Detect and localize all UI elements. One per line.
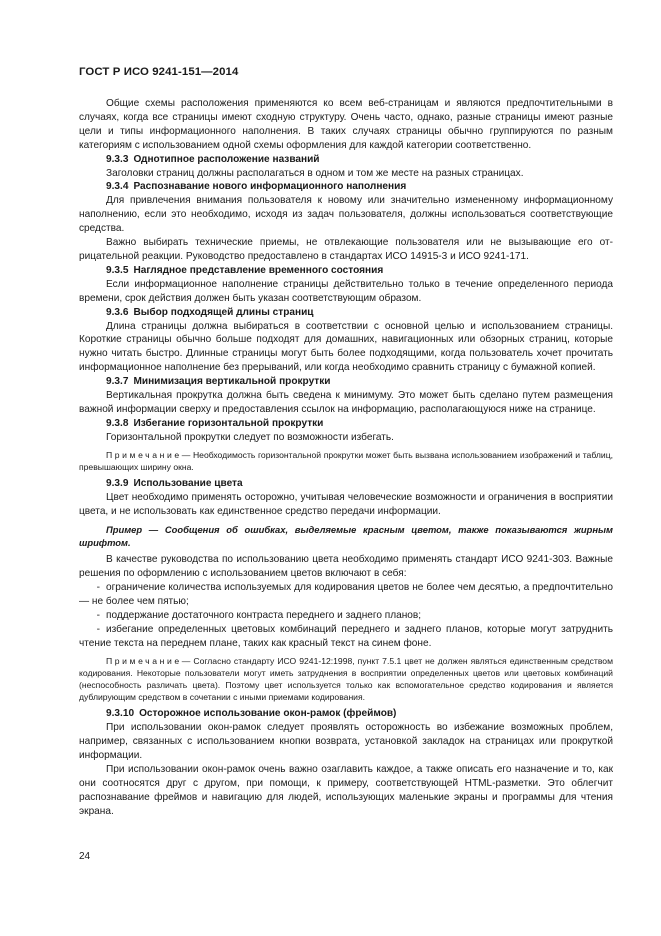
section-title: Наглядное представление временного состояния <box>133 264 384 276</box>
document-body <box>79 97 613 819</box>
list-item-text: избегание определенных цветовых комбинаций переднего и заднего планов, которые могут затруднить чтение текста на переднем плане, таких как красный текст на синем фоне. <box>79 623 613 649</box>
example-text: Пример — Сообщения об ошибках, выделяемые красным цветом, также показываются жирным шрифтом. <box>79 523 613 548</box>
paragraph: Горизонтальной прокрутки следует по возможности избегать. <box>106 431 394 443</box>
page-number: 24 <box>79 851 91 862</box>
note-text: — Согласно стандарту ИСО 9241-12:1998, пункт 7.5.1 цвет не должен являться единственным средством кодирования. Некоторые пользователи могут иметь затруднения в восприятии определенных цветов или цветовых комбинаций (неспособность различать цвета). Поэтому цвет используется только как вспомогательное средство кодирования и является дублирующим средством в сочетании с иными приемами кодирования. <box>79 655 613 703</box>
section-number: 9.3.7 <box>106 376 129 388</box>
section-heading <box>79 153 613 167</box>
paragraph: Для привлечения внимания пользователя к новому или значительно измененному информационному наполнению, если это необходимо, исходя из задач пользователя, должны использоваться соответствующие средства. <box>79 195 613 235</box>
section-title: Осторожное использование окон-рамок (фреймов) <box>139 708 397 720</box>
document-header: ГОСТ Р ИСО 9241-151—2014 <box>79 66 239 78</box>
dash-bullet: - <box>96 582 100 593</box>
list-item-text: поддержание достаточного контраста переднего и заднего планов; <box>106 609 422 621</box>
section-number: 9.3.10 <box>106 708 135 720</box>
section-title: Минимизация вертикальной прокрутки <box>133 376 331 388</box>
section-heading <box>79 180 613 194</box>
paragraph: При использовании окон-рамок очень важно озаглавить каждое, а также описать его назначение и то, как они соотносятся друг с другом, при помощи, к примеру, соответствующей HTML-разметки. Это облегчит распознавание фреймов и навигацию для людей, использующих маленькие экраны и программы для чтения экрана. <box>79 763 613 817</box>
note-text: — Необходимость горизонтальной прокрутки может быть вызвана использованием изображений и таблиц, превышающих ширину окна. <box>79 449 613 472</box>
section-heading <box>79 417 613 431</box>
paragraph: Длина страницы должна выбираться в соответствии с основной целью и использованием страницы. Короткие страницы обычно больше подходят для домашних, навигационных или обзорных страниц, которые нужно читать быстро. Длинные страницы могут быть более подходящими, когда пользователь хочет прочитать информационное наполнение без прерываний, или когда необходимо сравнить страницу с бумажной копией. <box>79 320 613 374</box>
section-number: 9.3.9 <box>106 478 129 490</box>
note-label: Примечание <box>106 655 182 666</box>
section-heading <box>79 375 613 389</box>
section-number: 9.3.5 <box>106 264 129 276</box>
paragraph: В качестве руководства по использованию цвета необходимо применять стандарт ИСО 9241-303. Важные решения по оформлению с использованием цветов включают в себя: <box>79 554 613 580</box>
section-title: Однотипное расположение названий <box>133 153 320 165</box>
list-item <box>79 609 613 623</box>
paragraph: При использовании окон-рамок следует проявлять осторожность во избежание возможных проблем, например, связанных с использованием кнопки возврата, установкой закладок на страницах или прокруткой информации. <box>79 722 613 762</box>
section-heading <box>79 306 613 320</box>
note-label: Примечание <box>106 449 182 460</box>
paragraph: Заголовки страниц должны располагаться в одном и том же месте на разных страницах. <box>106 167 524 179</box>
paragraph: Важно выбирать технические приемы, не отвлекающие пользователя или не вызывающие его отрицательной реакции. Руководство предоставлено в стандартах ИСО 14915-3 и ИСО 9241-171. <box>79 237 613 262</box>
list-item <box>79 581 613 609</box>
section-title: Избегание горизонтальной прокрутки <box>133 417 324 429</box>
section-number: 9.3.6 <box>106 306 129 318</box>
paragraph: Вертикальная прокрутка должна быть сведена к минимуму. Это может быть сделано путем размещения важной информации сверху и предоставления ссылок на информацию, располагающуюся ниже на странице. <box>79 390 613 415</box>
section-title: Распознавание нового информационного наполнения <box>133 181 407 193</box>
dash-bullet: - <box>96 609 100 621</box>
note <box>79 449 613 473</box>
section-number: 9.3.8 <box>106 417 129 429</box>
section-heading <box>79 477 613 491</box>
paragraph: Цвет необходимо применять осторожно, учитывая человеческие возможности и ограничения в восприятии цвета, и не использовать как единственное средство передачи информации. <box>79 491 613 517</box>
section-heading <box>79 264 613 278</box>
section-number: 9.3.3 <box>106 153 129 165</box>
section-title: Использование цвета <box>133 478 243 490</box>
paragraph: Если информационное наполнение страницы действительно только в течение определенного периода времени, срок действия должен быть указан соответствующим образом. <box>79 278 613 304</box>
section-title: Выбор подходящей длины страниц <box>133 306 314 318</box>
dash-bullet: - <box>96 623 100 635</box>
list-item <box>79 623 613 651</box>
section-number: 9.3.4 <box>106 181 129 193</box>
list-item-text: ограничение количества используемых для кодирования цветов не более чем десятью, а предпочтительно — не более чем пятью; <box>79 582 613 607</box>
note <box>79 655 613 704</box>
paragraph: Общие схемы расположения применяются ко всем веб-страницам и являются предпочтительными в случаях, когда все страницы имеют сходную структуру. Очень часто, однако, разные страницы имеют разные цели и типы информационного наполнения. В таких случаях страницы обычно группируются по разным категориям с использованием одной схемы оформления для каждой категории соответственно. <box>79 98 613 151</box>
section-heading <box>79 707 613 721</box>
